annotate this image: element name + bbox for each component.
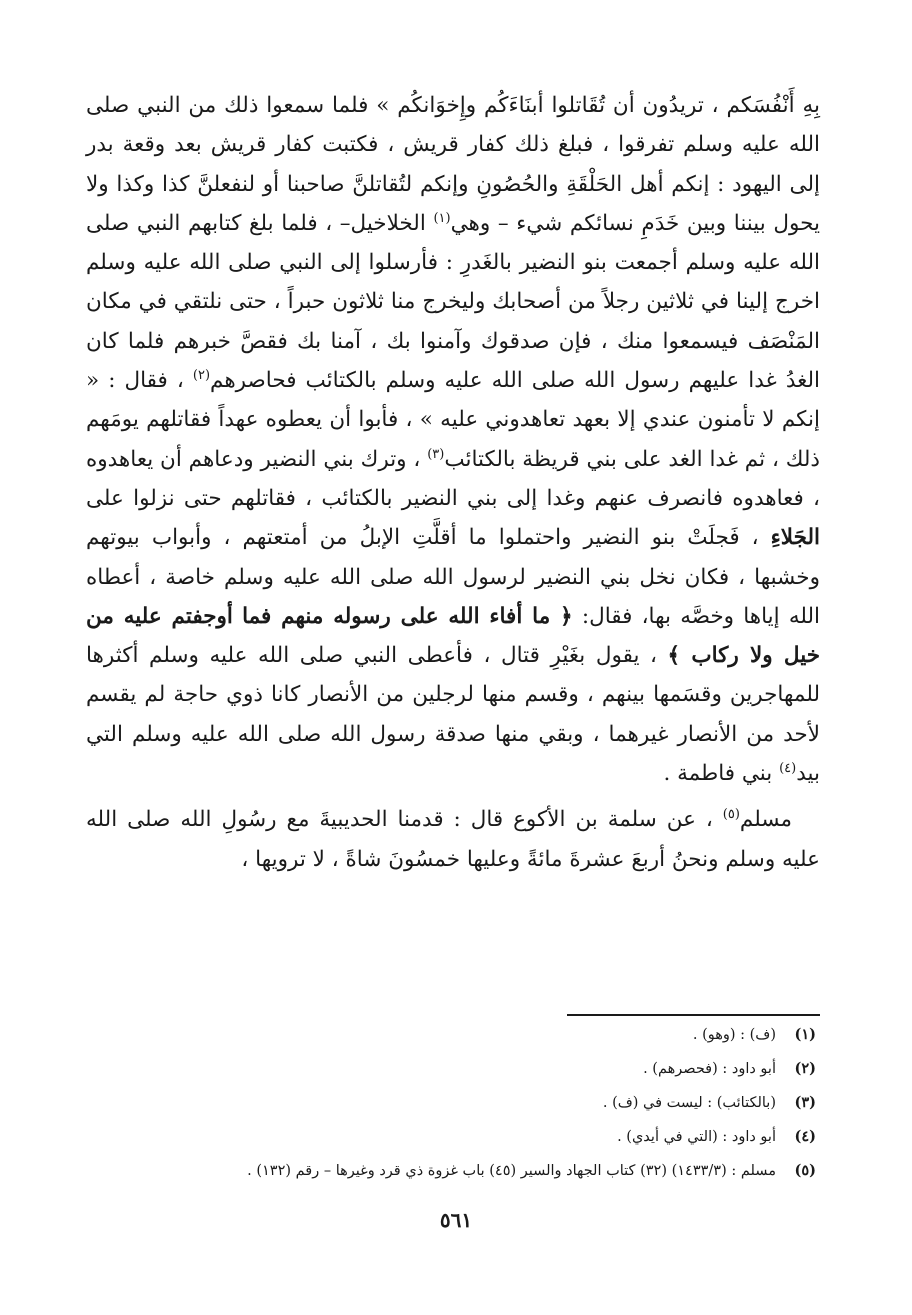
text-segment: تأمنون عندي إلا بعهد تعاهدوني عليه » ، فأبوا أن يعطوه عهداً فقاتلهم يومَهم [86,407,756,433]
text-segment: منك ، فإن صدقوك وآمنوا بك ، آمنا بك فقصَّ خبرهم فلما كان الغدُ غدا عليهم [86,328,821,394]
footnote-item [80,1094,816,1128]
text-segment: ذلك ، ثم غدا الغد على بني قريظة بالكتائب [444,446,820,472]
footnote-item [80,1060,816,1094]
footnote-number: (٣) [794,1094,816,1111]
main-text [86,86,820,879]
text-segment: رسول الله صلى الله عليه وسلم بالكتائب فحاصرهم [210,368,680,394]
footnote-reference: (٥) [722,807,740,823]
footnotes-list [80,1026,816,1196]
text-segment: ، فقال : « إنكم لا [86,368,820,433]
footnote-reference: (٢) [192,367,211,383]
text-segment: وقعة بدر إلى اليهود : إنكم أهل الحَلْقَةِ والحُصُونِ وإنكم لتُقاتلنَّ صاحبنا أو [86,132,820,197]
text-segment: كانا ذوي حاجة لم يقسم لأحد من الأنصار غيرهما ، وبقي منها صدقة رسول الله [86,682,820,747]
footnote-text: أبو داود : (التي في أيدي) . [617,1129,776,1145]
text-segment: ، وترك بني النضير ودعاهم أن [160,446,428,472]
text-segment: صلى الله عليه وسلم ونحنُ أربعَ عشرةَ مائةً وعليها خمسُونَ شاةً ، لا ترويها ، [86,807,820,872]
text-segment: أصحابك وليخرج منا ثلاثون حبراً ، حتى نلتقي في مكان المَنْصَف فيسمعوا [86,289,821,354]
footnote-number: (٤) [794,1128,816,1145]
text-segment: عليه وسلم أكثرها للمهاجرين وقسَمها بينهم ، وقسم منها لرجلين من الأنصار [86,643,820,708]
footnote-text: (ف) : (وهو) . [692,1027,776,1043]
emphasized-text: ﴿ ما أفاء الله على رسوله منهم فما [242,603,573,629]
text-segment: لنفعلنَّ كذا وكذا ولا يحول بيننا وبين خَدَمِ نسائكم شيء – وهي [86,171,820,236]
text-segment: بني فاطمة . [663,761,780,787]
text-segment: وأبواب بيوتهم وخشبها ، فكان نخل بني النضير لرسول الله صلى الله عليه وسلم [86,525,820,590]
text-segment: خاصة ، أعطاه الله إياها وخصَّه بها، فقال: [86,564,820,629]
emphasized-text: الجَلاءِ [770,525,820,551]
text-segment: ، يقول بغَيْرِ قتال ، فأعطى النبي صلى الله [258,643,668,669]
text-segment: مسلم [739,807,793,833]
footnote-text: (بالكتائب) : ليست في (ف) . [602,1095,776,1111]
footnote-text: أبو داود : (فحصرهم) . [643,1061,776,1077]
footnote-number: (١) [794,1026,816,1043]
text-segment: صلى الله عليه وسلم تفرقوا ، فبلغ ذلك كفار قريش ، فكتبت كفار قريش بعد [86,93,820,158]
text-segment: بِهِ أَنْفُسَكم ، تريدُون أن تُقَاتلوا أبنَاءَكُم وإِخوَانكُم » فلما سمعوا ذلك من النبي [137,93,820,118]
footnote-item [80,1128,816,1162]
footnote-reference: (١) [433,210,451,226]
footnote-item [80,1026,816,1060]
text-segment: نزلوا على [86,485,175,511]
text-segment: صلى الله عليه وسلم التي بيد [86,721,820,787]
footnote-number: (٢) [794,1060,816,1077]
text-segment: الخلاخيل– ، فلما بلغ كتابهم النبي صلى الله عليه وسلم أجمعت بنو النضير [86,210,820,276]
text-segment: ، عن سلمة بن الأكوع قال : قدمنا الحديبيةَ مع رسُولِ الله [180,807,723,833]
footnote-number: (٥) [794,1162,816,1179]
text-segment: بالغَدرِ : فأرسلوا إلى النبي صلى الله عليه وسلم اخرج إلينا في ثلاثين رجلاً من [86,250,820,315]
footnote-separator [567,1014,820,1016]
text-segment: يعاهدوه ، فعاهدوه فانصرف عنهم وغدا إلى بني النضير بالكتائب ، فقاتلهم حتى [86,446,820,511]
page-number: ٥٦١ [439,1208,473,1232]
emphasized-text: أوجفتم عليه من خيل ولا ركاب ﴾ [86,603,820,669]
footnote-reference: (٤) [779,760,797,776]
footnote-text: مسلم : (١٤٣٣/٣) (٣٢) كتاب الجهاد والسير (٤٥) باب غزوة ذي قرد وغيرها – رقم (١٣٢) . [247,1163,776,1179]
paragraph [86,86,820,793]
text-segment: ، فَجلَتْ بنو النضير واحتملوا ما أقلَّتِ الإبلُ من أمتعتهم ، [223,525,771,551]
paragraph [86,800,820,879]
footnote-reference: (٣) [427,446,445,462]
footnote-item [80,1162,816,1196]
